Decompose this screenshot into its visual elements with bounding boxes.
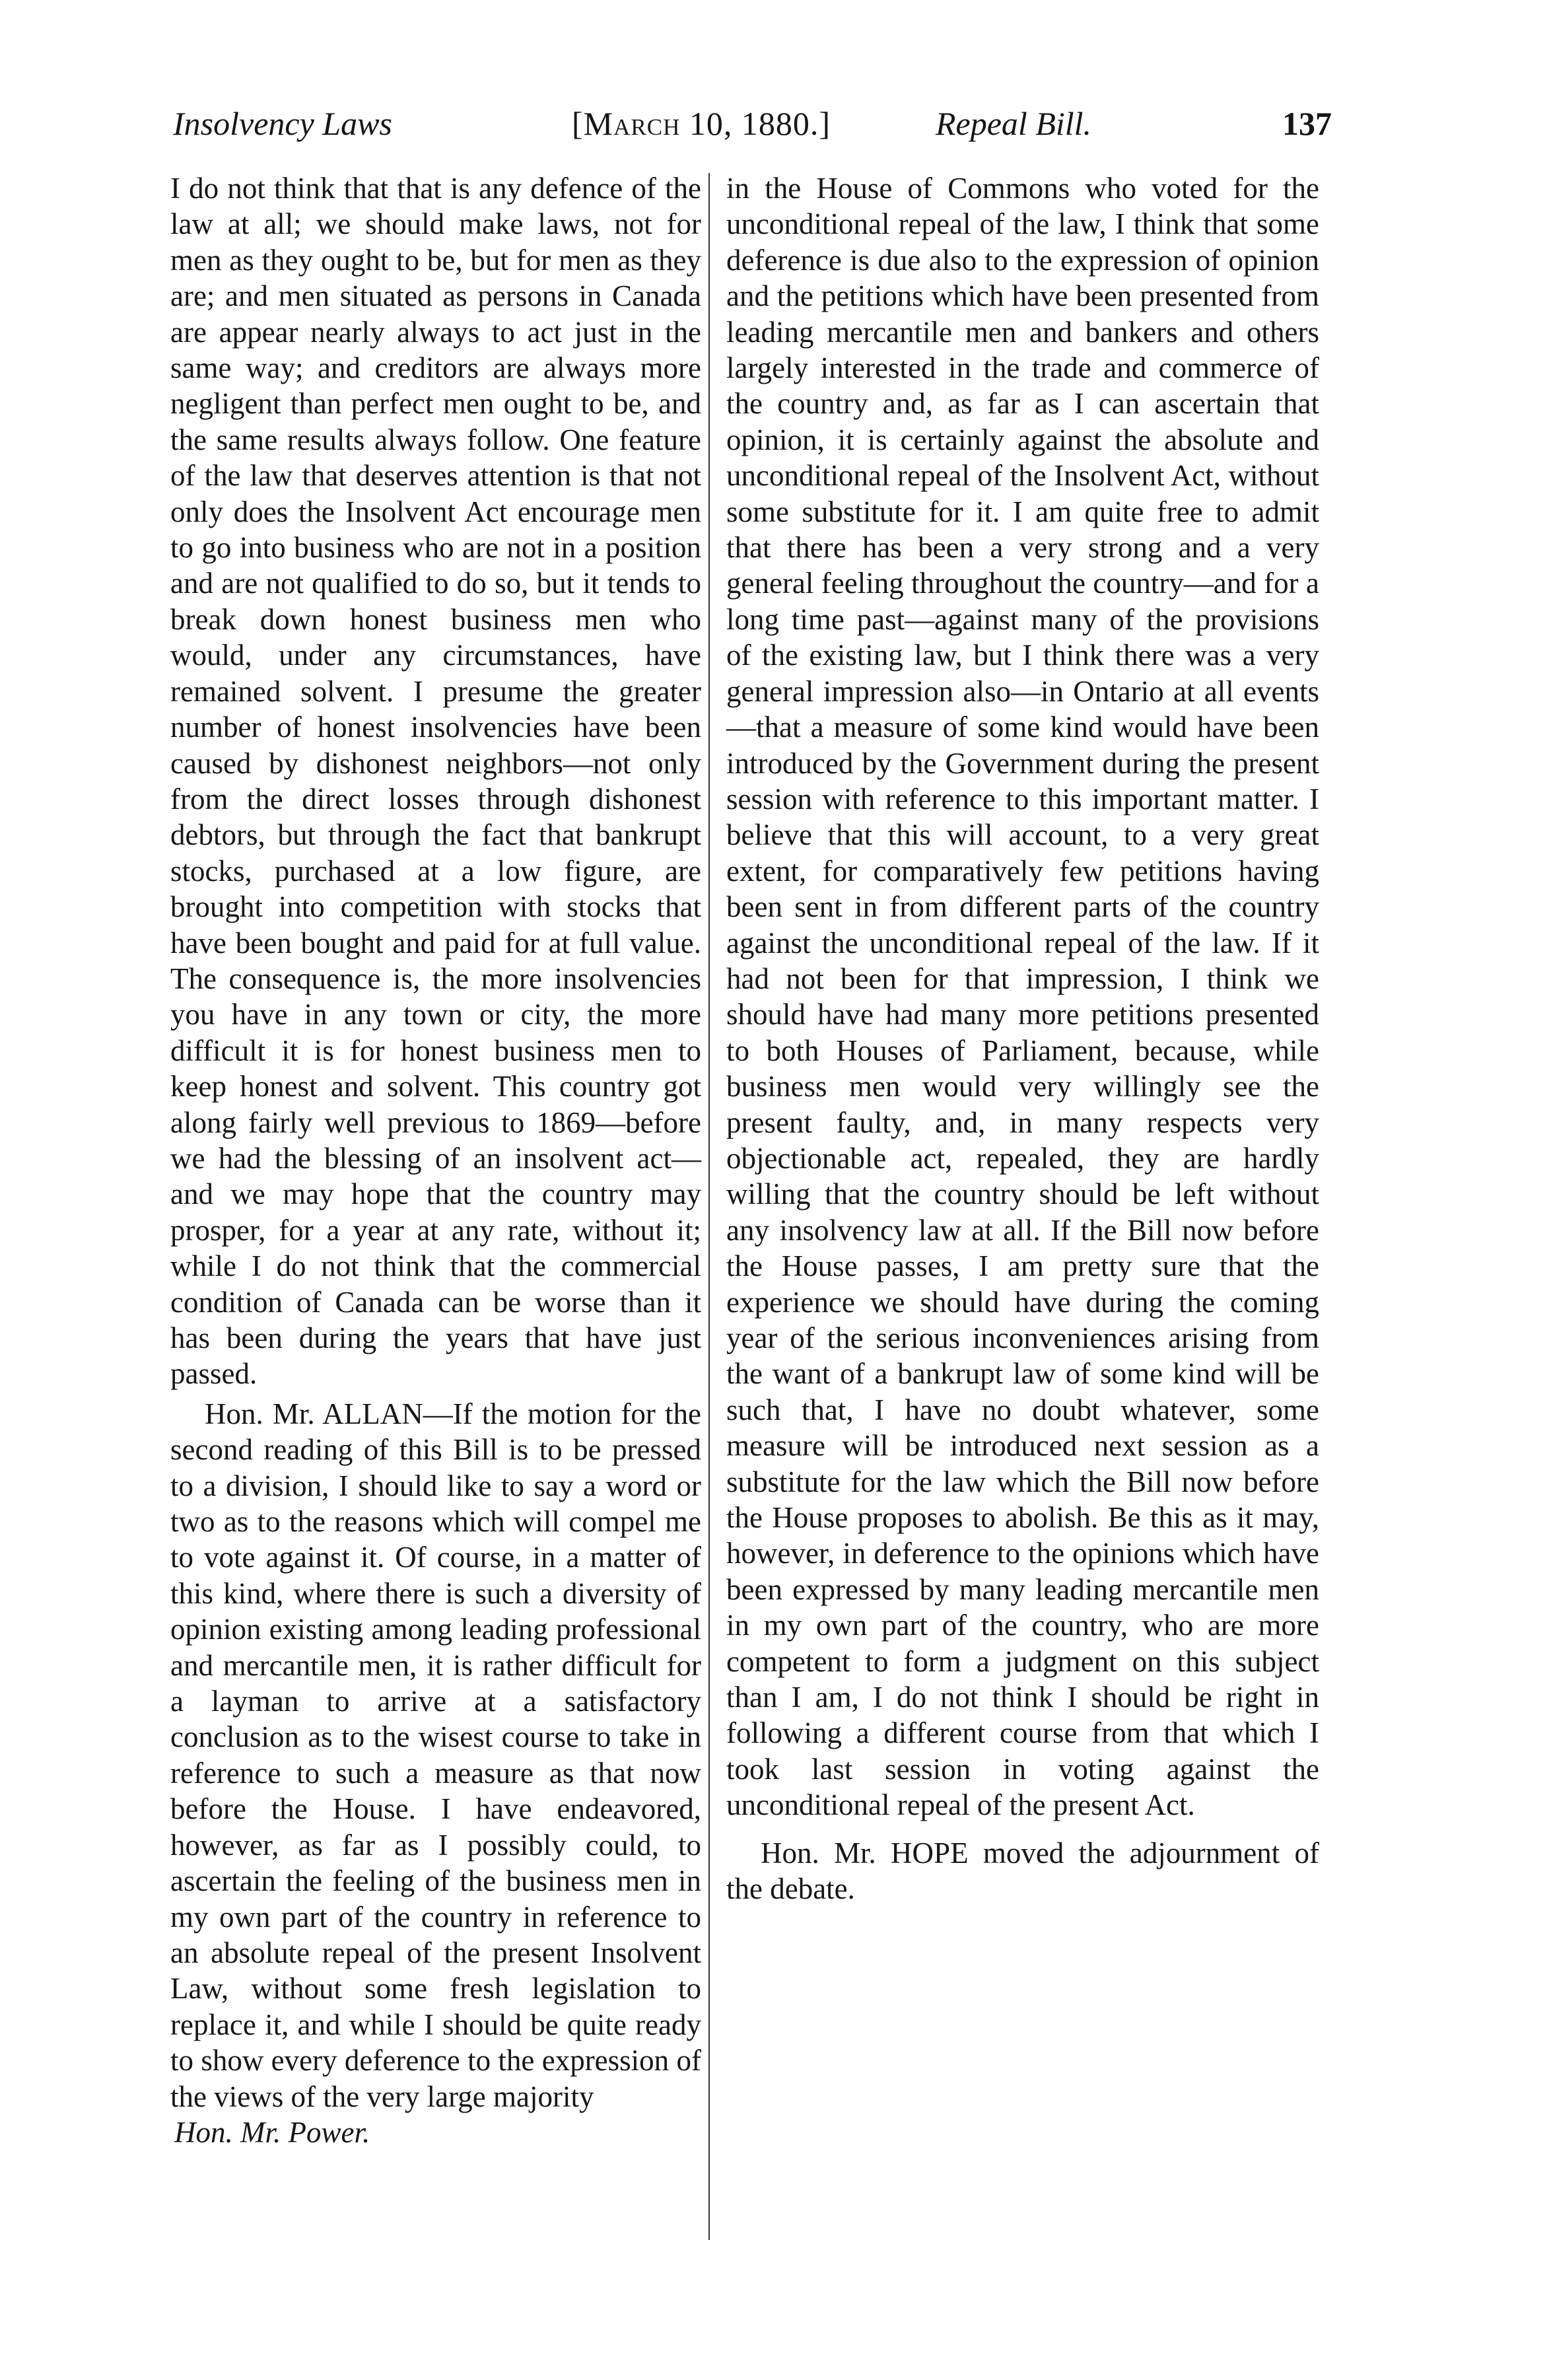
- left-column: [170, 170, 701, 2150]
- running-header: [173, 104, 1335, 151]
- header-right-title: Repeal Bill.: [936, 105, 1092, 142]
- right-column: [726, 170, 1319, 1907]
- left-paragraph-1: I do not think that that is any defence of the law at all; we should make laws, not for men as they ought to be, but for men as they are; and men situated as persons in Canada are appear nearly always to act just in the same way; and creditors are always more negligent than perfect men ought to be, and the same results always follow. One feature of the law that deserves attention is that not only does the Insolvent Act encourage men to go into business who are not in a position and are not qualified to do so, but it tends to break down honest business men who would, under any circumstances, have remained solvent. I presume the greater number of honest insolvencies have been caused by dishonest neighbors—not only from the direct losses through dishonest debtors, but through the fact that bankrupt stocks, purchased at a low figure, are brought into competition with stocks that have been bought and paid for at full value. The consequence is, the more insolvencies you have in any town or city, the more difficult it is for honest business men to keep honest and solvent. This country got along fairly well previous to 1869—before we had the blessing of an insolvent act—and we may hope that the country may prosper, for a year at any rate, without it; while I do not think that the commercial condition of Canada can be worse than it has been during the years that have just passed.: [170, 172, 701, 1391]
- column-divider: [708, 173, 710, 2240]
- column-footnote-signature: Hon. Mr. Power.: [174, 2115, 370, 2149]
- header-left-title: Insolvency Laws: [173, 105, 392, 142]
- page-number: 137: [1282, 105, 1332, 142]
- right-paragraph-1: in the House of Commons who voted for the unconditional repeal of the law, I think that some deference is due also to the expression of opinion and the petitions which have been presented from leading mercantile men and bankers and others largely interested in the trade and commerce of the country and, as far as I can ascertain that opinion, it is certainly against the absolute and unconditional repeal of the Insolvent Act, without some substitute for it. I am quite free to admit that there has been a very strong and a very general feeling throughout the country—and for a long time past—against many of the provisions of the existing law, but I think there was a very general impression also—in Ontario at all events—that a measure of some kind would have been introduced by the Government during the present session with reference to this important matter. I believe that this will account, to a very great extent, for comparatively few petitions having been sent in from different parts of the country against the unconditional repeal of the law. If it had not been for that impression, I think we should have had many more petitions presented to both Houses of Parliament, because, while business men would very willingly see the present faulty, and, in many respects very objectionable act, repealed, they are hardly willing that the country should be left without any insolvency law at all. If the Bill now before the House passes, I am pretty sure that the experience we should have during the coming year of the serious inconveniences arising from the want of a bankrupt law of some kind will be such that, I have no doubt whatever, some measure will be introduced next session as a substitute for the law which the Bill now before the House proposes to abolish. Be this as it may, however, in deference to the opinions which have been expressed by many leading mercantile men in my own part of the country, who are more competent to form a judgment on this subject than I am, I do not think I should be right in following a different course from that which I took last session in voting against the unconditional repeal of the present Act.: [726, 172, 1319, 1822]
- left-paragraph-2: Hon. Mr. ALLAN—If the motion for the second reading of this Bill is to be pressed to a division, I should like to say a word or two as to the reasons which will compel me to vote against it. Of course, in a matter of this kind, where there is such a diversity of opinion existing among leading professional and mercantile men, it is rather difficult for a layman to arrive at a satisfactory conclusion as to the wisest course to take in reference to such a measure as that now before the House. I have endeavored, however, as far as I possibly could, to ascertain the feeling of the business men in my own part of the country in reference to an absolute repeal of the present Insolvent Law, without some fresh legislation to replace it, and while I should be quite ready to show every deference to the expression of the views of the very large majority: [170, 1397, 701, 2113]
- header-date: [March 10, 1880.]: [572, 105, 831, 142]
- right-paragraph-2: Hon. Mr. HOPE moved the adjournment of the debate.: [726, 1836, 1319, 1906]
